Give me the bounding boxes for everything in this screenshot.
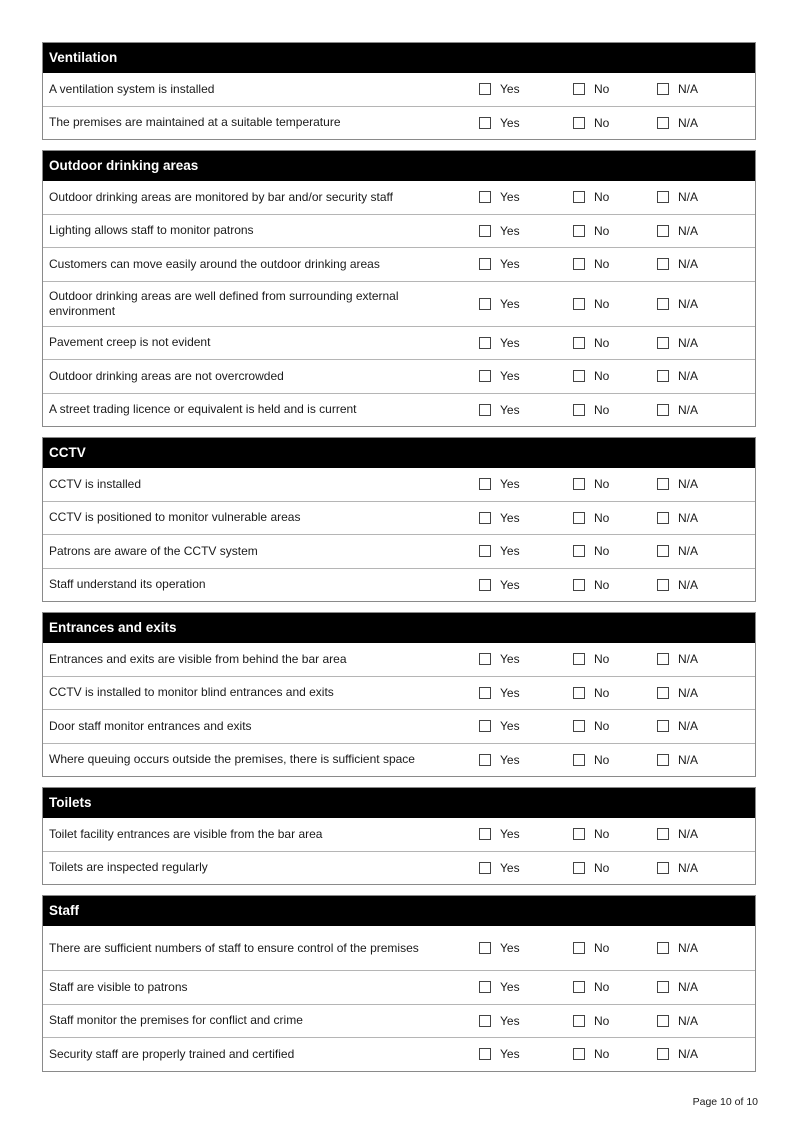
option-yes[interactable] xyxy=(479,980,520,994)
checklist-row xyxy=(43,1004,755,1038)
checklist-row xyxy=(43,214,755,248)
option-yes[interactable] xyxy=(479,719,520,733)
option-label: Yes xyxy=(500,860,520,875)
option-label: No xyxy=(594,190,610,205)
option-label: N/A xyxy=(678,223,699,238)
option-label: N/A xyxy=(678,1047,699,1062)
checkbox-na[interactable] xyxy=(657,117,669,129)
checkbox-na[interactable] xyxy=(657,370,669,382)
checkbox-na[interactable] xyxy=(657,337,669,349)
checkbox-no[interactable] xyxy=(573,981,585,993)
checkbox-yes[interactable] xyxy=(479,83,491,95)
option-label: No xyxy=(594,477,610,492)
option-yes[interactable] xyxy=(479,336,520,350)
option-label: N/A xyxy=(678,1013,699,1028)
option-na[interactable] xyxy=(657,190,698,204)
checkbox-no[interactable] xyxy=(573,862,585,874)
section-header: CCTV xyxy=(43,438,755,468)
checkbox-no[interactable] xyxy=(573,828,585,840)
section-ventilation xyxy=(42,42,756,140)
checkbox-yes[interactable] xyxy=(479,512,491,524)
checkbox-no[interactable] xyxy=(573,258,585,270)
option-yes[interactable] xyxy=(479,257,520,271)
option-label: Yes xyxy=(500,510,520,525)
option-label: Yes xyxy=(500,1013,520,1028)
option-yes[interactable] xyxy=(479,686,520,700)
checkbox-no[interactable] xyxy=(573,754,585,766)
option-label: Yes xyxy=(500,190,520,205)
checkbox-no[interactable] xyxy=(573,370,585,382)
checkbox-no[interactable] xyxy=(573,117,585,129)
checkbox-yes[interactable] xyxy=(479,981,491,993)
option-label: No xyxy=(594,82,610,97)
option-label: Yes xyxy=(500,223,520,238)
checkbox-na[interactable] xyxy=(657,83,669,95)
option-label: N/A xyxy=(678,719,699,734)
checkbox-yes[interactable] xyxy=(479,687,491,699)
checkbox-no[interactable] xyxy=(573,579,585,591)
option-label: Yes xyxy=(500,369,520,384)
checkbox-no[interactable] xyxy=(573,298,585,310)
option-na[interactable] xyxy=(657,753,698,767)
checkbox-no[interactable] xyxy=(573,653,585,665)
option-label: No xyxy=(594,223,610,238)
question-text: Customers can move easily around the outdoor drinking areas xyxy=(49,256,380,271)
option-label: N/A xyxy=(678,296,699,311)
question-text: Security staff are properly trained and certified xyxy=(49,1046,295,1061)
question-text: Outdoor drinking areas are monitored by bar and/or security staff xyxy=(49,189,393,204)
option-label: Yes xyxy=(500,827,520,842)
checkbox-no[interactable] xyxy=(573,1048,585,1060)
option-na[interactable] xyxy=(657,1014,698,1028)
option-label: No xyxy=(594,941,610,955)
checkbox-no[interactable] xyxy=(573,720,585,732)
option-label: No xyxy=(594,510,610,525)
option-yes[interactable] xyxy=(479,190,520,204)
question-text: Staff are visible to patrons xyxy=(49,979,188,994)
option-no[interactable] xyxy=(573,1047,609,1061)
checklist-row xyxy=(43,676,755,710)
section-toilets xyxy=(42,787,756,885)
option-label: Yes xyxy=(500,941,520,955)
option-no[interactable] xyxy=(573,116,609,130)
option-yes[interactable] xyxy=(479,116,520,130)
option-na[interactable] xyxy=(657,403,698,417)
option-yes[interactable] xyxy=(479,369,520,383)
option-label: No xyxy=(594,752,610,767)
option-label: N/A xyxy=(678,257,699,272)
checkbox-yes[interactable] xyxy=(479,478,491,490)
section-outdoor-drinking-areas xyxy=(42,150,756,427)
option-no[interactable] xyxy=(573,652,609,666)
checkbox-na[interactable] xyxy=(657,720,669,732)
option-label: N/A xyxy=(678,190,699,205)
question-text: Pavement creep is not evident xyxy=(49,335,211,350)
option-no[interactable] xyxy=(573,544,609,558)
question-text: Staff understand its operation xyxy=(49,577,206,592)
option-na[interactable] xyxy=(657,827,698,841)
option-no[interactable] xyxy=(573,257,609,271)
checklist-row xyxy=(43,359,755,393)
checkbox-na[interactable] xyxy=(657,687,669,699)
option-na[interactable] xyxy=(657,116,698,130)
checkbox-no[interactable] xyxy=(573,191,585,203)
option-label: Yes xyxy=(500,652,520,667)
question-text: Outdoor drinking areas are well defined from surrounding external environment xyxy=(49,288,399,318)
option-label: No xyxy=(594,719,610,734)
section-header: Ventilation xyxy=(43,43,755,73)
option-yes[interactable] xyxy=(479,511,520,525)
option-label: N/A xyxy=(678,477,699,492)
option-yes[interactable] xyxy=(479,297,520,311)
checkbox-no[interactable] xyxy=(573,1015,585,1027)
checkbox-na[interactable] xyxy=(657,512,669,524)
checklist-row xyxy=(43,468,755,501)
checkbox-yes[interactable] xyxy=(479,404,491,416)
option-label: N/A xyxy=(678,941,699,955)
option-label: No xyxy=(594,827,610,842)
option-no[interactable] xyxy=(573,578,609,592)
option-yes[interactable] xyxy=(479,477,520,491)
checkbox-na[interactable] xyxy=(657,545,669,557)
option-yes[interactable] xyxy=(479,403,520,417)
section-header: Staff xyxy=(43,896,755,926)
checkbox-na[interactable] xyxy=(657,653,669,665)
option-no[interactable] xyxy=(573,336,609,350)
option-label: Yes xyxy=(500,115,520,130)
checkbox-yes[interactable] xyxy=(479,545,491,557)
option-na[interactable] xyxy=(657,980,698,994)
checklist-row xyxy=(43,643,755,676)
checklist-row xyxy=(43,743,755,777)
option-label: N/A xyxy=(678,980,699,995)
checkbox-no[interactable] xyxy=(573,337,585,349)
option-no[interactable] xyxy=(573,190,609,204)
checkbox-yes[interactable] xyxy=(479,370,491,382)
question-text: CCTV is installed to monitor blind entrances and exits xyxy=(49,685,334,700)
option-no[interactable] xyxy=(573,297,609,311)
option-label: Yes xyxy=(500,719,520,734)
checkbox-na[interactable] xyxy=(657,225,669,237)
option-label: Yes xyxy=(500,752,520,767)
checkbox-na[interactable] xyxy=(657,298,669,310)
option-label: Yes xyxy=(500,296,520,311)
checklist-row xyxy=(43,926,755,970)
option-no[interactable] xyxy=(573,224,609,238)
option-yes[interactable] xyxy=(479,753,520,767)
option-na[interactable] xyxy=(657,719,698,733)
option-label: N/A xyxy=(678,752,699,767)
option-label: Yes xyxy=(500,544,520,559)
checkbox-no[interactable] xyxy=(573,83,585,95)
checklist-row xyxy=(43,970,755,1004)
checklist-row xyxy=(43,534,755,568)
option-label: No xyxy=(594,685,610,700)
option-no[interactable] xyxy=(573,827,609,841)
option-na[interactable] xyxy=(657,686,698,700)
option-na[interactable] xyxy=(657,369,698,383)
question-text: Where queuing occurs outside the premises, there is sufficient space xyxy=(49,752,415,767)
option-label: N/A xyxy=(678,685,699,700)
checkbox-yes[interactable] xyxy=(479,337,491,349)
option-yes[interactable] xyxy=(479,544,520,558)
checkbox-na[interactable] xyxy=(657,981,669,993)
checklist-row xyxy=(43,393,755,427)
checkbox-no[interactable] xyxy=(573,404,585,416)
checkbox-na[interactable] xyxy=(657,191,669,203)
question-text: The premises are maintained at a suitable temperature xyxy=(49,115,341,130)
section-header: Outdoor drinking areas xyxy=(43,151,755,181)
checkbox-yes[interactable] xyxy=(479,942,491,954)
checkbox-na[interactable] xyxy=(657,579,669,591)
option-label: No xyxy=(594,257,610,272)
option-na[interactable] xyxy=(657,336,698,350)
option-label: No xyxy=(594,652,610,667)
checkbox-yes[interactable] xyxy=(479,579,491,591)
checklist-row xyxy=(43,851,755,885)
option-label: No xyxy=(594,1047,610,1062)
checkbox-na[interactable] xyxy=(657,862,669,874)
option-label: N/A xyxy=(678,82,699,97)
checkbox-na[interactable] xyxy=(657,478,669,490)
checkbox-yes[interactable] xyxy=(479,191,491,203)
option-yes[interactable] xyxy=(479,861,520,875)
option-label: Yes xyxy=(500,477,520,492)
checkbox-no[interactable] xyxy=(573,512,585,524)
option-no[interactable] xyxy=(573,403,609,417)
option-label: No xyxy=(594,296,610,311)
option-yes[interactable] xyxy=(479,1014,520,1028)
question-text: Toilet facility entrances are visible from the bar area xyxy=(49,826,323,841)
checkbox-na[interactable] xyxy=(657,404,669,416)
checkbox-na[interactable] xyxy=(657,258,669,270)
checkbox-yes[interactable] xyxy=(479,720,491,732)
checkbox-yes[interactable] xyxy=(479,225,491,237)
option-na[interactable] xyxy=(657,941,698,955)
option-na[interactable] xyxy=(657,652,698,666)
option-yes[interactable] xyxy=(479,82,520,96)
option-yes[interactable] xyxy=(479,1047,520,1061)
checklist-form xyxy=(42,42,756,1082)
option-no[interactable] xyxy=(573,369,609,383)
checkbox-na[interactable] xyxy=(657,828,669,840)
question-text: A ventilation system is installed xyxy=(49,81,215,96)
checkbox-no[interactable] xyxy=(573,545,585,557)
option-na[interactable] xyxy=(657,224,698,238)
option-yes[interactable] xyxy=(479,578,520,592)
option-label: Yes xyxy=(500,1047,520,1062)
checkbox-yes[interactable] xyxy=(479,828,491,840)
option-no[interactable] xyxy=(573,82,609,96)
option-label: N/A xyxy=(678,827,699,842)
option-na[interactable] xyxy=(657,861,698,875)
checklist-row xyxy=(43,501,755,535)
option-label: N/A xyxy=(678,577,699,592)
option-na[interactable] xyxy=(657,544,698,558)
option-label: N/A xyxy=(678,402,699,417)
question-text: Outdoor drinking areas are not overcrowded xyxy=(49,368,284,383)
checkbox-yes[interactable] xyxy=(479,1048,491,1060)
option-label: N/A xyxy=(678,369,699,384)
option-yes[interactable] xyxy=(479,224,520,238)
checklist-row xyxy=(43,326,755,360)
question-text: Entrances and exits are visible from behind the bar area xyxy=(49,651,347,666)
option-label: No xyxy=(594,980,610,995)
question-text: Toilets are inspected regularly xyxy=(49,860,208,875)
option-no[interactable] xyxy=(573,753,609,767)
checkbox-na[interactable] xyxy=(657,1048,669,1060)
option-no[interactable] xyxy=(573,980,609,994)
option-na[interactable] xyxy=(657,257,698,271)
checkbox-yes[interactable] xyxy=(479,862,491,874)
checkbox-no[interactable] xyxy=(573,942,585,954)
option-label: N/A xyxy=(678,860,699,875)
option-yes[interactable] xyxy=(479,652,520,666)
option-label: No xyxy=(594,544,610,559)
option-label: Yes xyxy=(500,402,520,417)
checklist-row xyxy=(43,73,755,106)
option-no[interactable] xyxy=(573,511,609,525)
checkbox-yes[interactable] xyxy=(479,298,491,310)
section-staff xyxy=(42,895,756,1072)
option-label: No xyxy=(594,860,610,875)
option-label: Yes xyxy=(500,577,520,592)
checkbox-no[interactable] xyxy=(573,478,585,490)
option-no[interactable] xyxy=(573,719,609,733)
question-text: Staff monitor the premises for conflict and crime xyxy=(49,1013,303,1028)
question-text: Lighting allows staff to monitor patrons xyxy=(49,223,254,238)
option-na[interactable] xyxy=(657,511,698,525)
question-text: Door staff monitor entrances and exits xyxy=(49,718,252,733)
option-no[interactable] xyxy=(573,941,609,955)
option-label: Yes xyxy=(500,257,520,272)
option-label: Yes xyxy=(500,335,520,350)
option-label: No xyxy=(594,369,610,384)
option-no[interactable] xyxy=(573,686,609,700)
checklist-row xyxy=(43,247,755,281)
option-label: N/A xyxy=(678,510,699,525)
section-header: Entrances and exits xyxy=(43,613,755,643)
option-label: Yes xyxy=(500,980,520,995)
option-label: Yes xyxy=(500,685,520,700)
option-label: No xyxy=(594,402,610,417)
question-text: There are sufficient numbers of staff to ensure control of the premises xyxy=(49,940,419,955)
option-label: Yes xyxy=(500,82,520,97)
option-no[interactable] xyxy=(573,477,609,491)
option-no[interactable] xyxy=(573,861,609,875)
checkbox-na[interactable] xyxy=(657,1015,669,1027)
checklist-row xyxy=(43,281,755,326)
checkbox-na[interactable] xyxy=(657,754,669,766)
checkbox-no[interactable] xyxy=(573,687,585,699)
checklist-row xyxy=(43,818,755,851)
option-label: No xyxy=(594,115,610,130)
option-label: N/A xyxy=(678,544,699,559)
option-yes[interactable] xyxy=(479,941,520,955)
checkbox-yes[interactable] xyxy=(479,1015,491,1027)
checkbox-na[interactable] xyxy=(657,942,669,954)
option-label: N/A xyxy=(678,115,699,130)
checklist-row xyxy=(43,106,755,140)
checklist-row xyxy=(43,568,755,602)
option-na[interactable] xyxy=(657,297,698,311)
option-na[interactable] xyxy=(657,477,698,491)
checkbox-yes[interactable] xyxy=(479,117,491,129)
option-na[interactable] xyxy=(657,82,698,96)
option-label: No xyxy=(594,335,610,350)
checkbox-yes[interactable] xyxy=(479,258,491,270)
option-label: No xyxy=(594,577,610,592)
checklist-row xyxy=(43,1037,755,1071)
question-text: CCTV is installed xyxy=(49,476,142,491)
question-text: A street trading licence or equivalent is held and is current xyxy=(49,402,357,417)
checklist-row xyxy=(43,709,755,743)
checkbox-no[interactable] xyxy=(573,225,585,237)
question-text: Patrons are aware of the CCTV system xyxy=(49,543,258,558)
checklist-row xyxy=(43,181,755,214)
option-label: N/A xyxy=(678,335,699,350)
checkbox-yes[interactable] xyxy=(479,653,491,665)
option-na[interactable] xyxy=(657,1047,698,1061)
section-cctv xyxy=(42,437,756,602)
section-header: Toilets xyxy=(43,788,755,818)
question-text: CCTV is positioned to monitor vulnerable areas xyxy=(49,510,301,525)
option-label: N/A xyxy=(678,652,699,667)
option-label: No xyxy=(594,1013,610,1028)
section-entrances-and-exits xyxy=(42,612,756,777)
option-no[interactable] xyxy=(573,1014,609,1028)
option-na[interactable] xyxy=(657,578,698,592)
checkbox-yes[interactable] xyxy=(479,754,491,766)
option-yes[interactable] xyxy=(479,827,520,841)
page-number: Page 10 of 10 xyxy=(692,1096,758,1108)
